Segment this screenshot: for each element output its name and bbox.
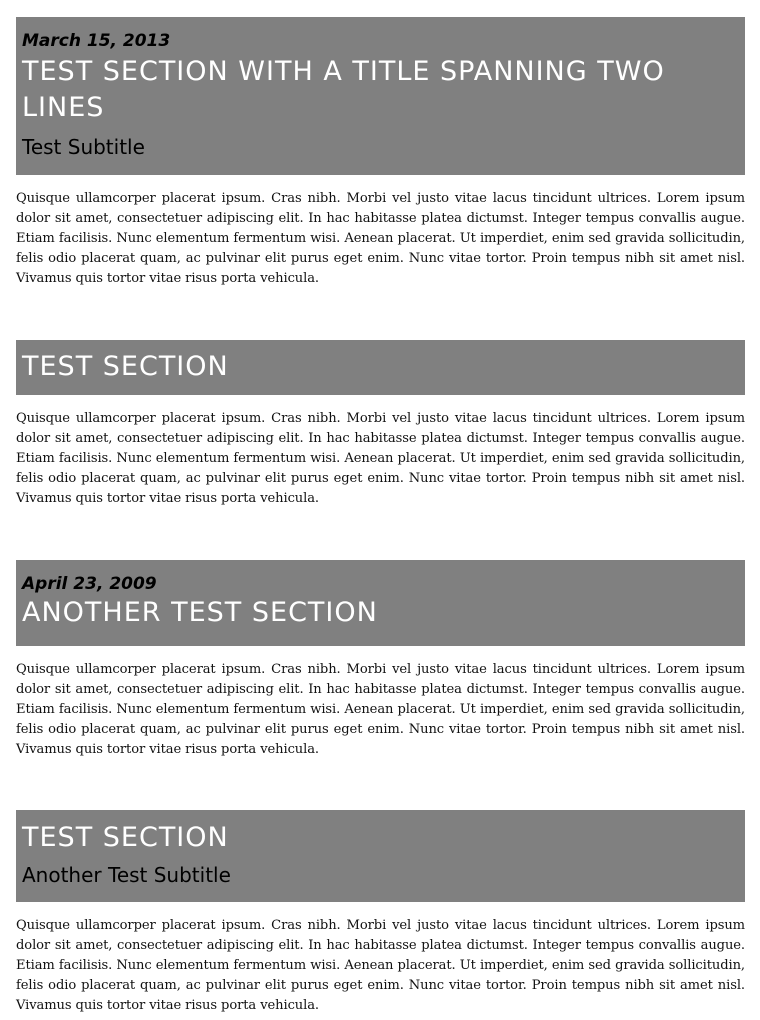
section-date: March 15, 2013 bbox=[22, 31, 171, 51]
section-header bbox=[16, 340, 745, 395]
section-header bbox=[16, 560, 745, 646]
section-date: April 23, 2009 bbox=[22, 574, 157, 594]
section-body: Quisque ullamcorper placerat ipsum. Cras nibh. Morbi vel justo vitae lacus tincidunt ultrices. Lorem ipsum dolor sit amet, consectetuer adipiscing elit. In hac habitasse platea dictumst. Integer tempus convallis augue. Etiam facilisis. Nunc elementum fermentum wisi. Aenean placerat. Ut imperdiet, enim sed gravida sollicitudin, felis odio placerat quam, ac pulvinar elit purus eget enim. Nunc vitae tortor. Proin tempus nibh sit amet nisl. Vivamus quis tortor vitae risus porta vehicula. bbox=[16, 662, 745, 757]
section-title: TEST SECTION bbox=[22, 351, 229, 382]
section-body: Quisque ullamcorper placerat ipsum. Cras nibh. Morbi vel justo vitae lacus tincidunt ultrices. Lorem ipsum dolor sit amet, consectetuer adipiscing elit. In hac habitasse platea dictumst. Integer tempus convallis augue. Etiam facilisis. Nunc elementum fermentum wisi. Aenean placerat. Ut imperdiet, enim sed gravida sollicitudin, felis odio placerat quam, ac pulvinar elit purus eget enim. Nunc vitae tortor. Proin tempus nibh sit amet nisl. Vivamus quis tortor vitae risus porta vehicula. bbox=[16, 411, 745, 506]
section-subtitle: Another Test Subtitle bbox=[22, 863, 231, 887]
section-3 bbox=[16, 560, 745, 760]
section-1 bbox=[16, 17, 745, 289]
section-body: Quisque ullamcorper placerat ipsum. Cras nibh. Morbi vel justo vitae lacus tincidunt ultrices. Lorem ipsum dolor sit amet, consectetuer adipiscing elit. In hac habitasse platea dictumst. Integer tempus convallis augue. Etiam facilisis. Nunc elementum fermentum wisi. Aenean placerat. Ut imperdiet, enim sed gravida sollicitudin, felis odio placerat quam, ac pulvinar elit purus eget enim. Nunc vitae tortor. Proin tempus nibh sit amet nisl. Vivamus quis tortor vitae risus porta vehicula. bbox=[16, 918, 745, 1013]
section-2 bbox=[16, 340, 745, 509]
section-header bbox=[16, 17, 745, 175]
section-title: TEST SECTION bbox=[22, 822, 229, 853]
section-title: ANOTHER TEST SECTION bbox=[22, 597, 378, 628]
section-body: Quisque ullamcorper placerat ipsum. Cras nibh. Morbi vel justo vitae lacus tincidunt ultrices. Lorem ipsum dolor sit amet, consectetuer adipiscing elit. In hac habitasse platea dictumst. Integer tempus convallis augue. Etiam facilisis. Nunc elementum fermentum wisi. Aenean placerat. Ut imperdiet, enim sed gravida sollicitudin, felis odio placerat quam, ac pulvinar elit purus eget enim. Nunc vitae tortor. Proin tempus nibh sit amet nisl. Vivamus quis tortor vitae risus porta vehicula. bbox=[16, 191, 745, 286]
section-4 bbox=[16, 810, 745, 1016]
section-header bbox=[16, 810, 745, 902]
section-subtitle: Test Subtitle bbox=[22, 135, 145, 159]
section-title: TEST SECTION WITH A TITLE SPANNING TWO LINES bbox=[22, 56, 665, 123]
